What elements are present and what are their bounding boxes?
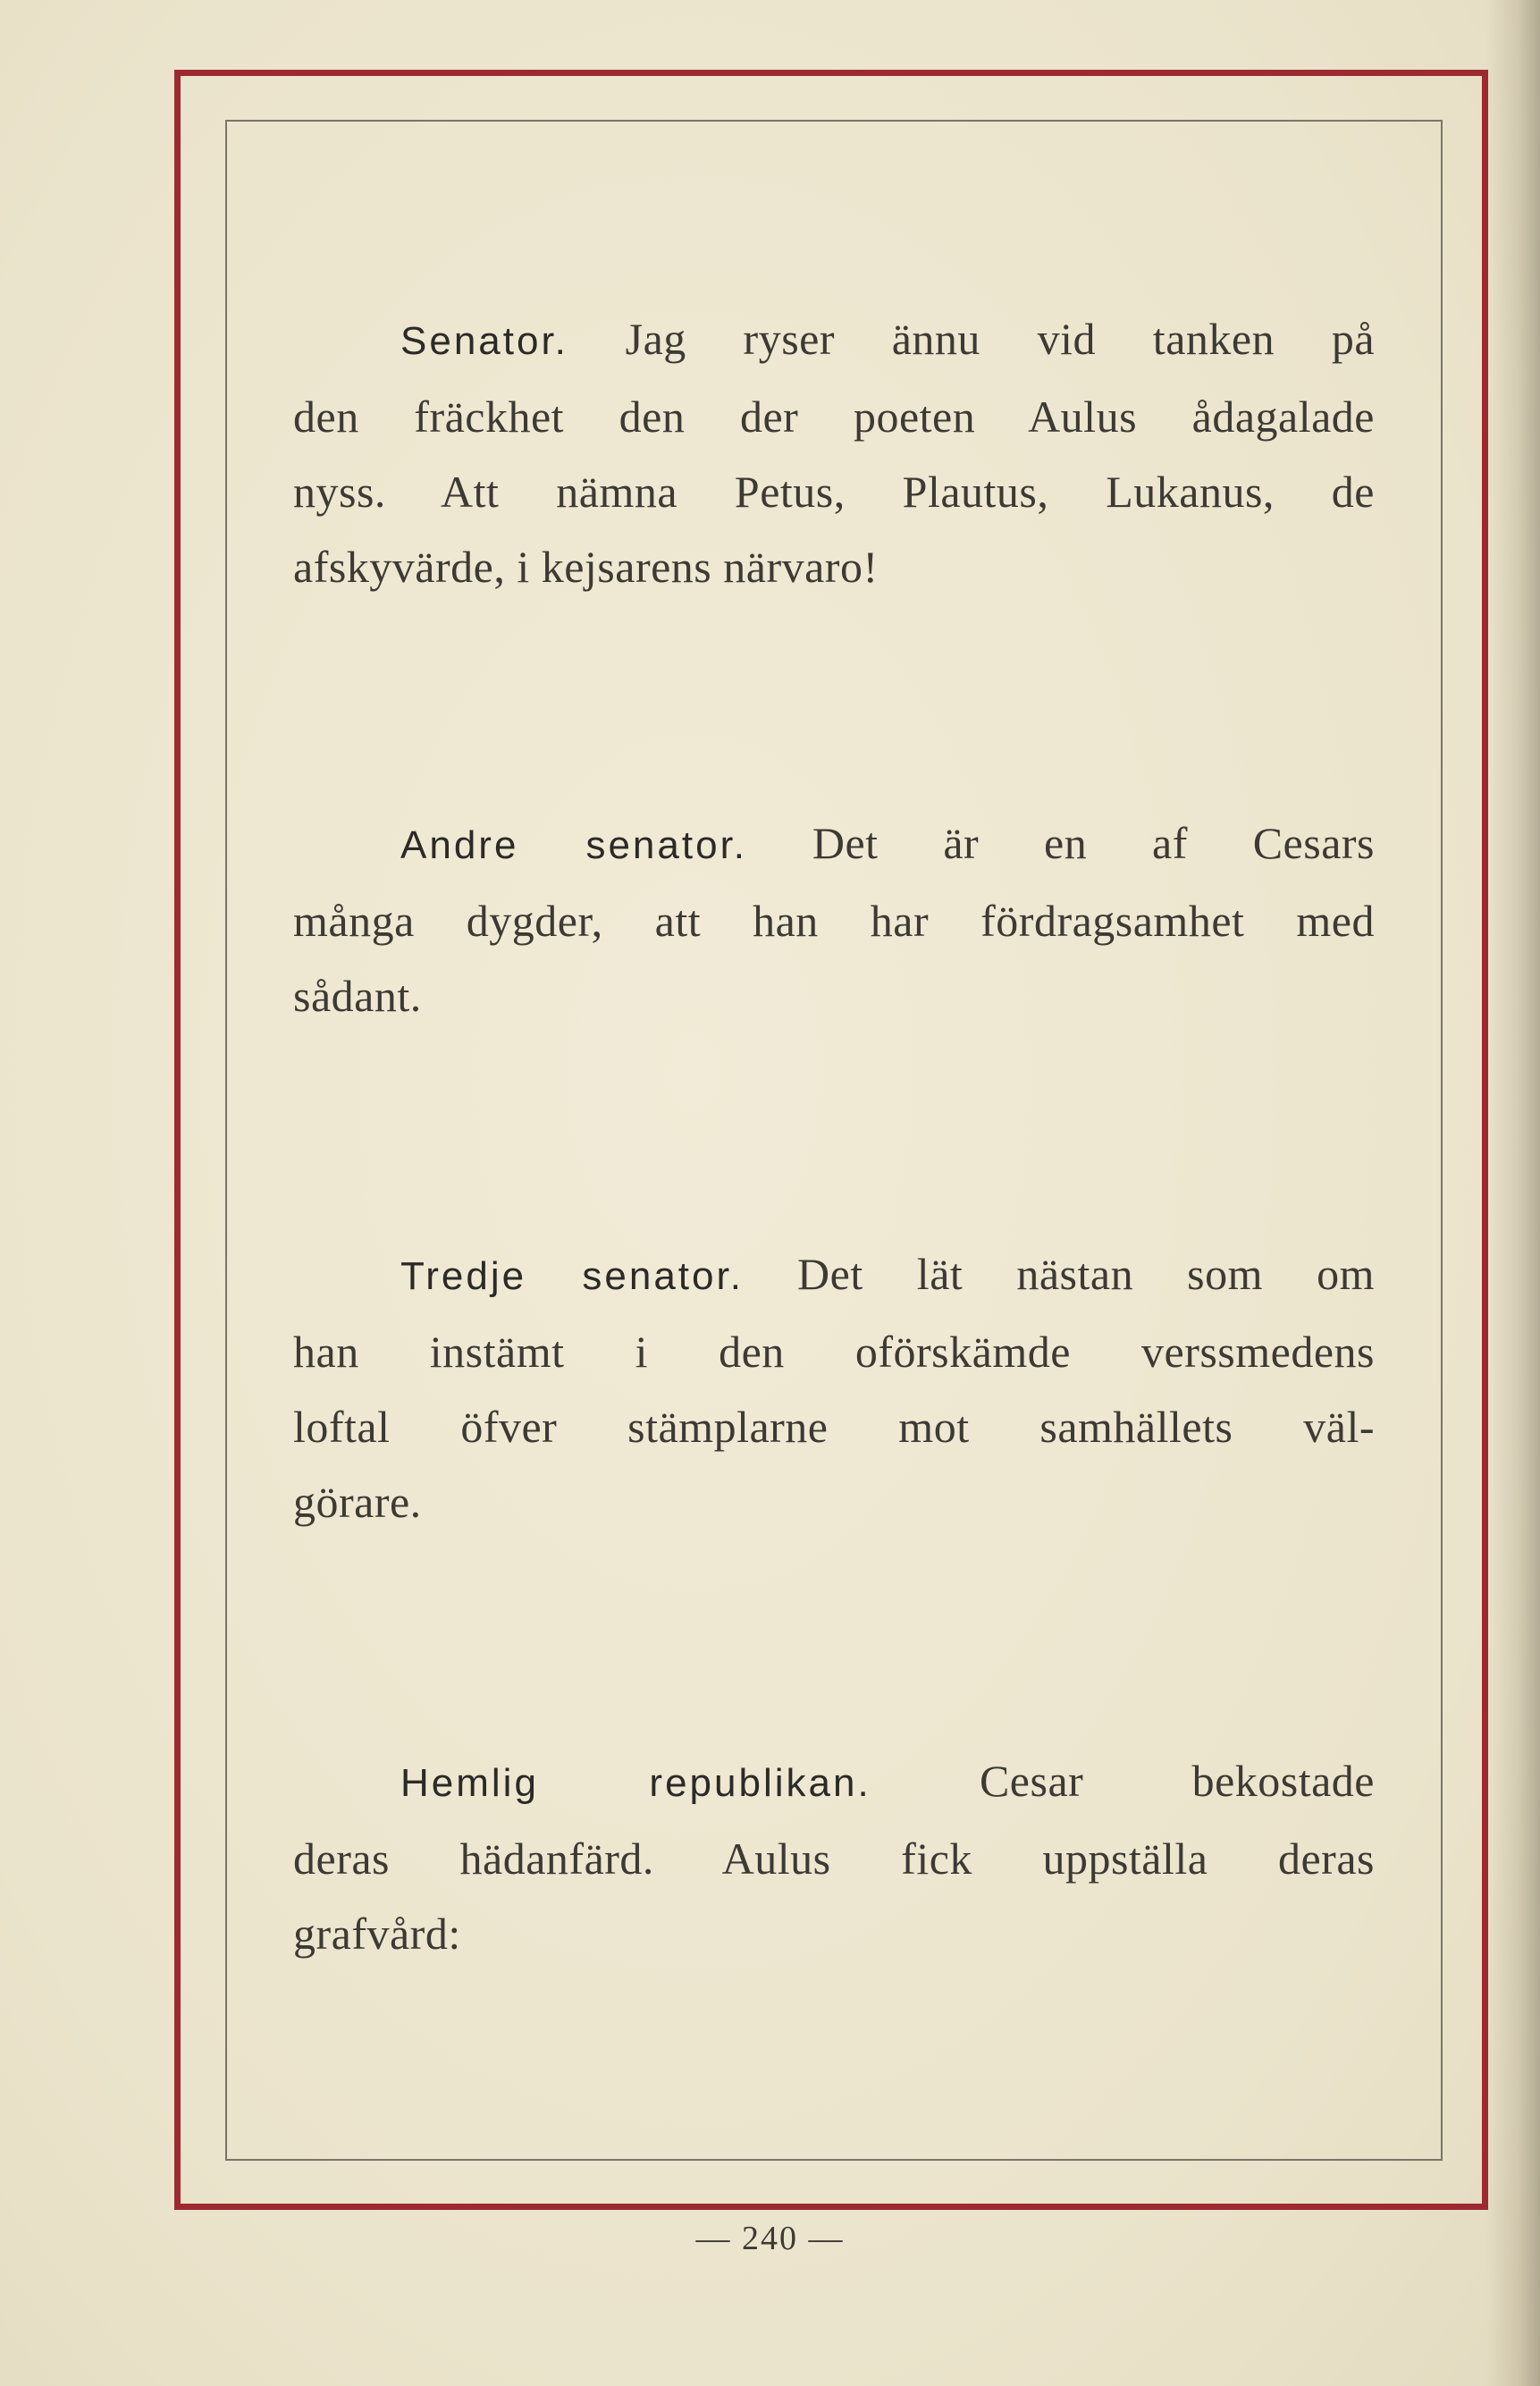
- paragraph-line: den fräckhet den der poeten Aulus ådagalade: [293, 392, 1375, 442]
- paragraph-line: afskyvärde, i kejsarens närvaro!: [293, 542, 879, 592]
- spine-shadow: [1486, 0, 1540, 2386]
- page-number: — 240 —: [695, 2220, 845, 2257]
- paragraph-line: många dygder, att han har fördragsamhet med: [293, 896, 1375, 946]
- dialogue-paragraph-tredje-senator: [293, 1236, 1375, 1539]
- paragraph-line: görare.: [293, 1477, 422, 1527]
- speaker-name: Andre senator.: [400, 823, 748, 867]
- line-text: Det lät nästan som om: [797, 1249, 1375, 1299]
- paragraph-line: nyss. Att nämna Petus, Plautus, Lukanus, de: [293, 467, 1375, 517]
- line-text: Cesar bekostade: [979, 1756, 1375, 1806]
- dialogue-paragraph-andre-senator: [293, 805, 1375, 1033]
- dialogue-paragraph-hemlig-republikan: [293, 1743, 1375, 1971]
- paragraph-line: han instämt i den oförskämde verssmedens: [293, 1327, 1375, 1377]
- paragraph-line: deras hädanfärd. Aulus fick uppställa deras: [293, 1834, 1375, 1884]
- speaker-name: Hemlig republikan.: [400, 1761, 871, 1805]
- paragraph-first-line: [293, 1236, 1375, 1314]
- paragraph-first-line: [293, 301, 1375, 379]
- paragraph-first-line: [293, 805, 1375, 883]
- paragraph-line: grafvård:: [293, 1909, 461, 1959]
- paragraph-first-line: [293, 1743, 1375, 1821]
- paragraph-line: sådant.: [293, 971, 422, 1021]
- speaker-name: Tredje senator.: [400, 1254, 744, 1298]
- dialogue-paragraph-senator: [293, 301, 1375, 604]
- speaker-name: Senator.: [400, 319, 568, 363]
- paragraph-line: loftal öfver stämplarne mot samhällets väl-: [293, 1402, 1375, 1452]
- line-text: Jag ryser ännu vid tanken på: [625, 314, 1376, 364]
- line-text: Det är en af Cesars: [812, 818, 1375, 868]
